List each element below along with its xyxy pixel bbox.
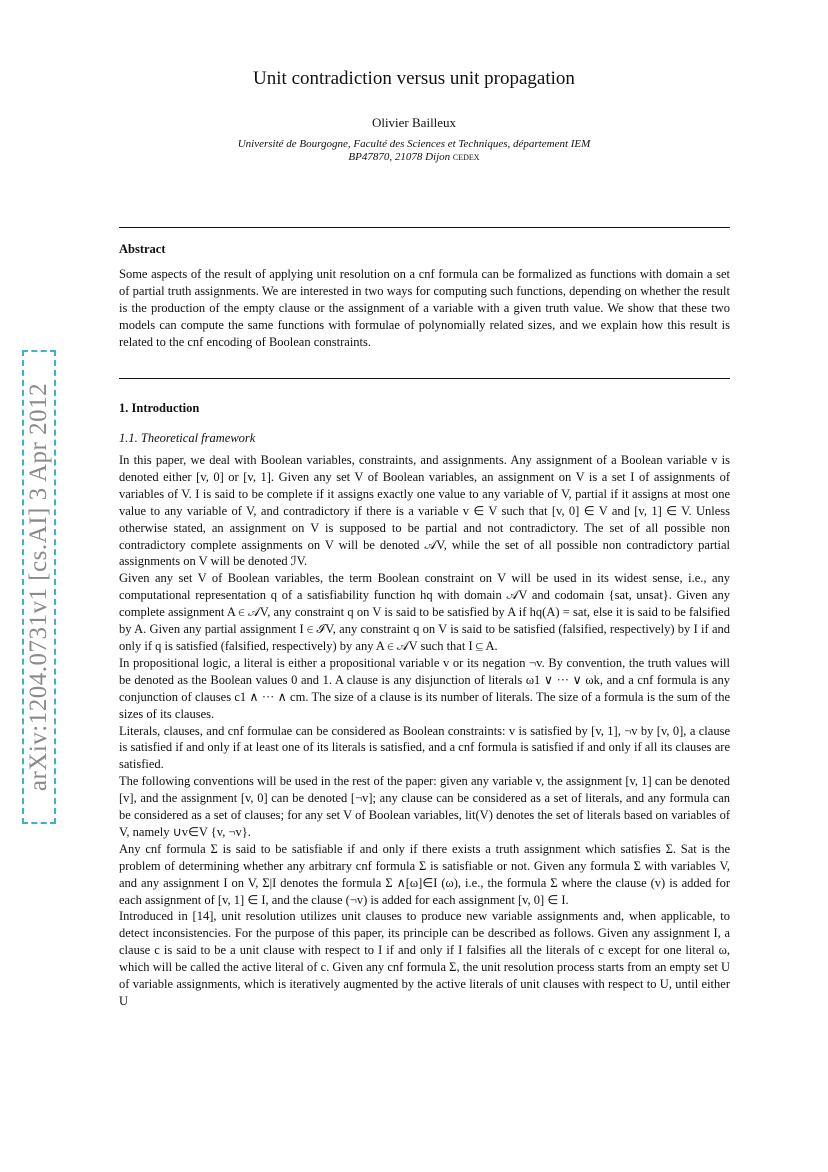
affiliation-line-1: Université de Bourgogne, Faculté des Sciences et Techniques, département IEM [237,138,591,150]
body-paragraph-7[interactable]: Introduced in [14], unit resolution utilizes unit clauses to produce new variable assignments and, when applicable, to detect inconsistencies. For the purpose of this paper, its principle can be described as follows. Given any assignment I, a clause c is said to be a unit clause with respect to I if and only if I falsifies all the literals of c except for one literal ω, which will be called the active literal of c. Given any cnf formula Σ, the unit resolution process starts from an empty set U of variable assignments, which is iteratively augmented by the active literals of unit clauses with respect to U, until either U [119,909,730,1008]
arxiv-identifier: arXiv:1204.0731v1 [cs.AI] 3 Apr 2012 [25,382,52,792]
abstract-heading: Abstract [119,242,166,256]
arxiv-side-stamp [22,350,56,824]
affiliation-line-2 [0,151,828,164]
section-heading: 1. Introduction [119,401,200,415]
affiliation-address: BP47870, 21078 Dijon [348,151,453,163]
body-text [119,452,730,1010]
body-paragraph-2: Given any set V of Boolean variables, the term Boolean constraint on V will be used in its widest sense, i.e., any computational representation q of a satisfiability function hq with domain 𝒜V and codomain {sat, unsat}. Given any complete assignment A ∈ 𝒜V, any constraint q on V is said to be satisfied by A if hq(A) = sat, else it is said to be falsified by A. Given any partial assignment I ∈ ℐV, any constraint q on V is said to be satisfied (falsified, respectively) by I if and only if q is satisfied (falsified, respectively) by any A ∈ 𝒜V such that I ⊆ A. [119,571,730,653]
bottom-rule [119,378,730,379]
top-rule [119,227,730,228]
abstract-text [119,266,730,351]
body-paragraph-4: Literals, clauses, and cnf formulae can be considered as Boolean constraints: v is satisfied by [v, 1], ¬v by [v, 0], a clause is satisfied if and only if at least one of its literals is satisfied, and a cnf formula is satisfied if and only if all its clauses are satisfied. [119,723,730,772]
abstract-paragraph: Some aspects of the result of applying unit resolution on a cnf formula can be formalized as functions with domain a set of partial truth assignments. We are interested in two ways for computing such functions, depending on whether the result is the production of the empty clause or the assignment of a variable with a given truth value. We show that these two models can compute the same functions with formulae of polynomially related sizes, and we explain how this result is related to the cnf encoding of Boolean constraints. [119,267,730,349]
subsection-heading: 1.1. Theoretical framework [119,431,256,445]
paper-title: Unit contradiction versus unit propagation [253,68,575,89]
body-paragraph-6: Any cnf formula Σ is said to be satisfiable if and only if there exists a truth assignment which satisfies Σ. Sat is the problem of determining whether any arbitrary cnf formula Σ is satisfiable or not. Given any formula Σ with variables V, and any assignment I on V, Σ|I denotes the formula Σ ∧[ω]∈I (ω), i.e., the formula Σ where the clause (v) is added for each assignment of [v, 1] ∈ I, and the clause (¬v) is added for each assignment [v, 0] ∈ I. [119,841,730,907]
paper-author: Olivier Bailleux [371,115,457,130]
body-paragraph-1: In this paper, we deal with Boolean variables, constraints, and assignments. Any assignment of a Boolean variable v is denoted either [v, 0] or [v, 1]. Given any set V of Boolean variables, an assignment on V is a set I of assignments of variables of V. I is said to be complete if it assigns exactly one value to any variable of V, partial if it assigns at most one value to any variable of V, and contradictory if there is a variable v ∈ V such that [v, 0] ∈ V and [v, 1] ∈ V. Unless otherwise stated, an assignment on V is supposed to be partial and not contradictory. The set of all possible non contradictory complete assignments on V will be denoted 𝒜V, while the set of all possible non contradictory partial assignments on V will be denoted ℐV. [119,453,730,569]
body-paragraph-5: The following conventions will be used in the rest of the paper: given any variable v, the assignment [v, 1] can be denoted [v], and the assignment [v, 0] can be denoted [¬v]; any clause can be considered as a set of literals, and any formula can be considered as a set of clauses; for any set V of Boolean variables, lit(V) denotes the set of literals based on variables of V, namely ∪v∈V {v, ¬v}. [119,774,730,839]
body-paragraph-3: In propositional logic, a literal is either a propositional variable v or its negation ¬v. By convention, the truth values will be denoted as the Boolean values 0 and 1. A clause is any disjunction of literals ω1 ∨ ··· ∨ ωk, and a cnf formula is any conjunction of clauses c1 ∧ ··· ∧ cm. The size of a clause is its number of literals. The size of a formula is the sum of the sizes of its clauses. [119,655,730,721]
affiliation-cedex: cedex [452,151,480,163]
author-affiliation [0,138,828,164]
